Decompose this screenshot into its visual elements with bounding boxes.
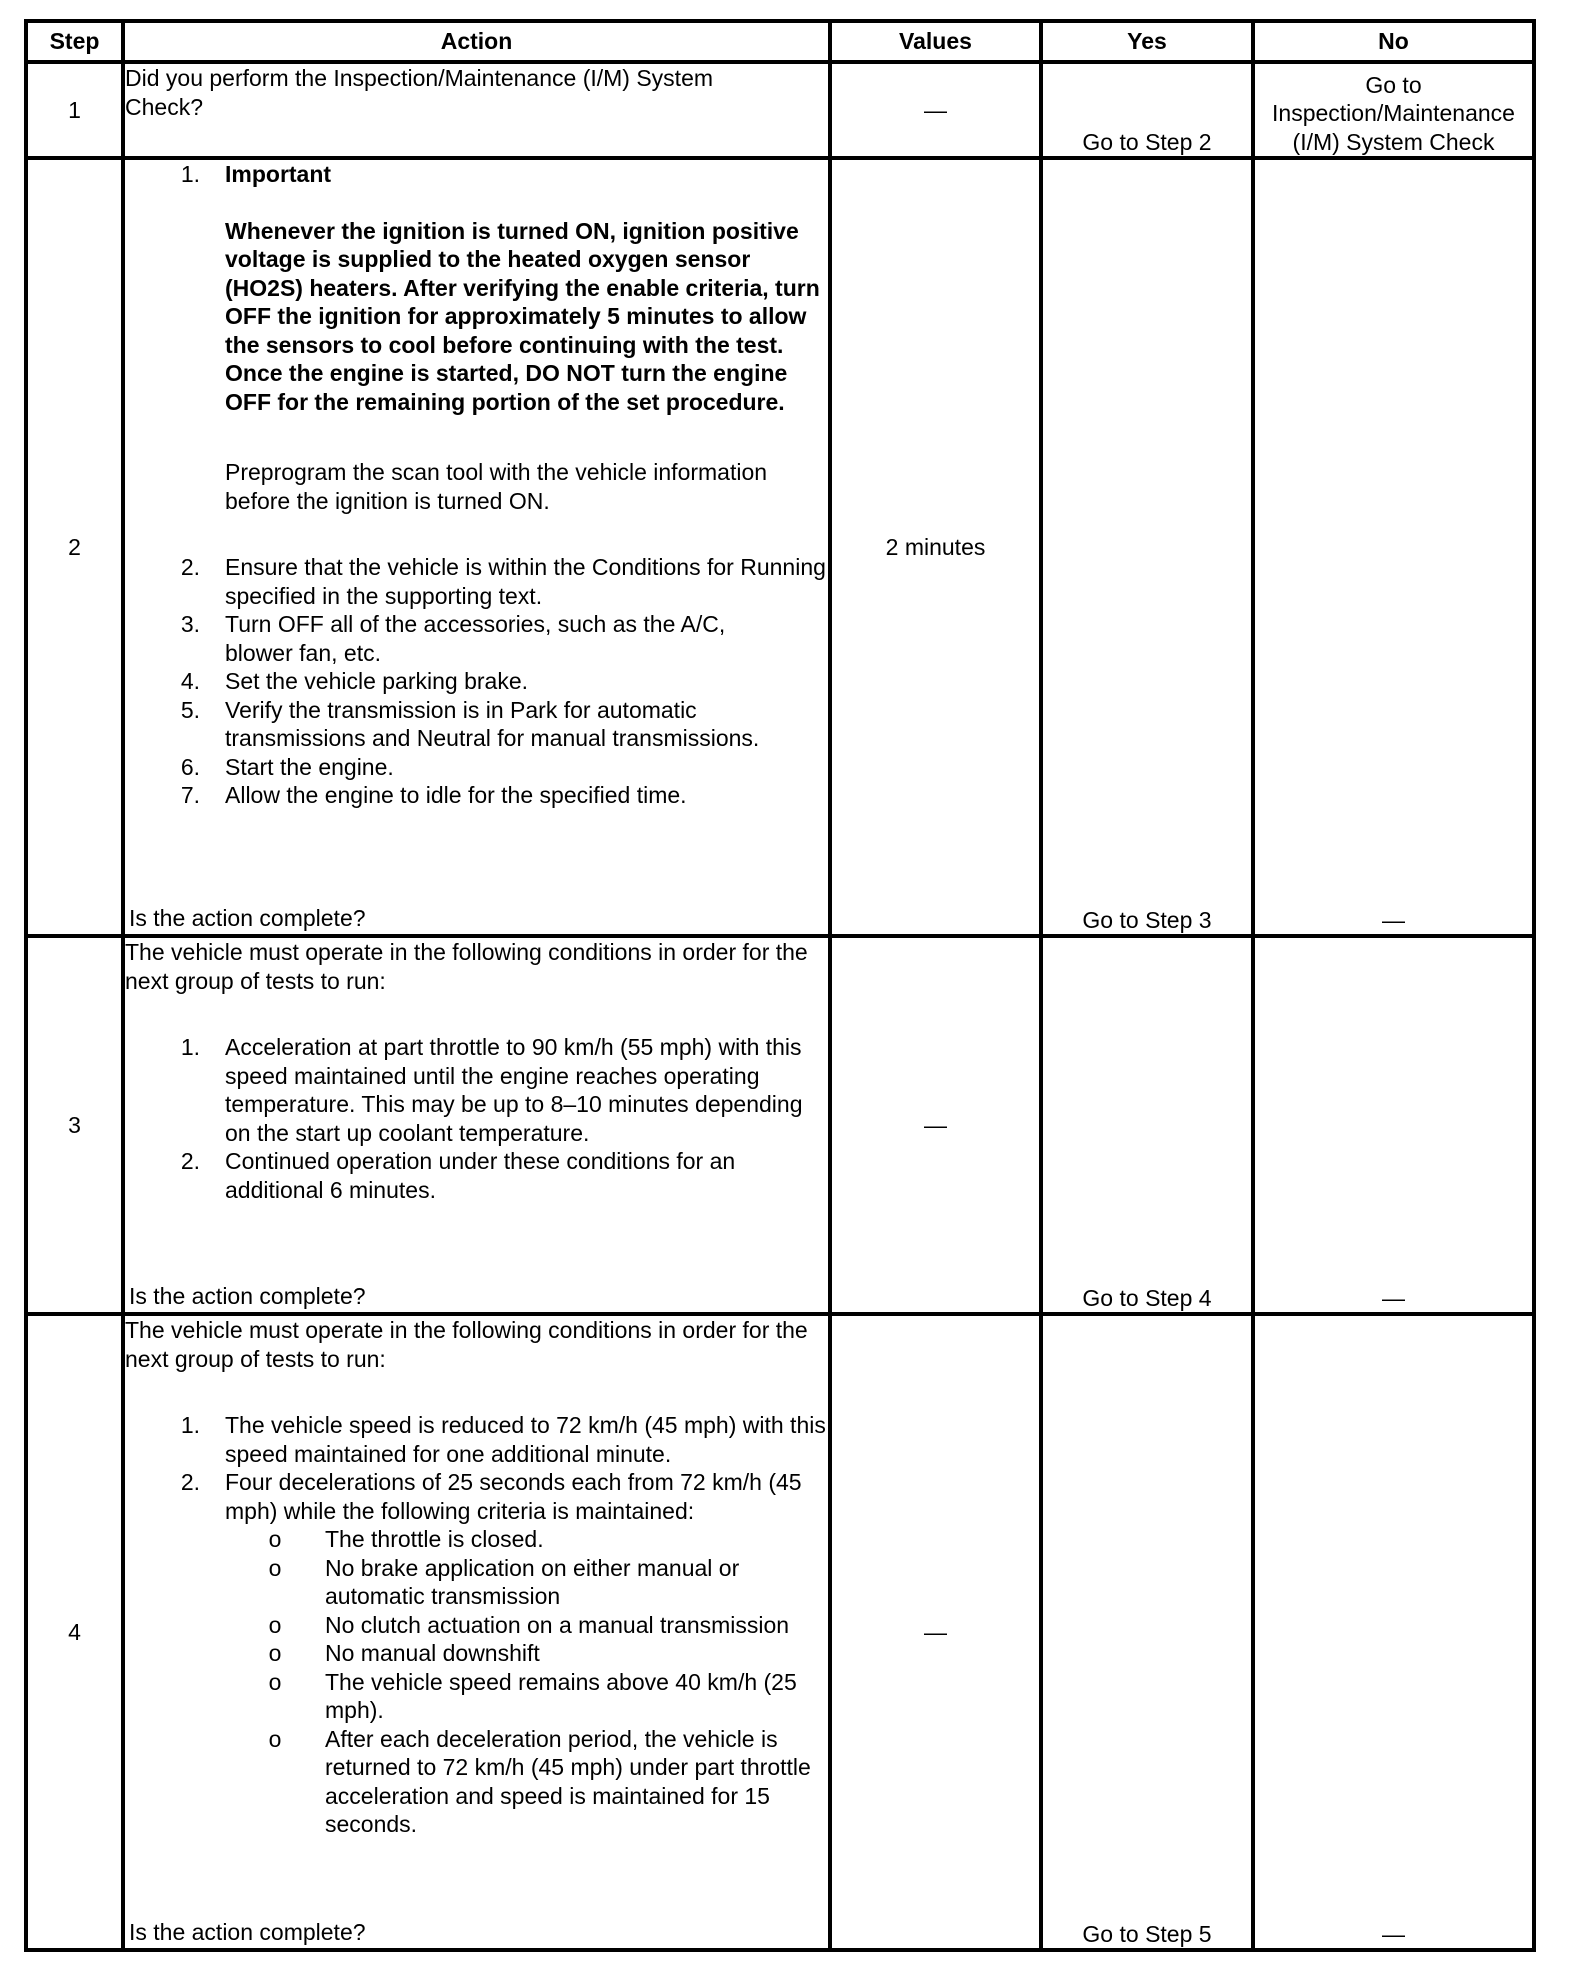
table-row bbox=[26, 158, 1534, 936]
value-cell: 2 minutes bbox=[830, 158, 1041, 936]
step-number: 3 bbox=[26, 936, 123, 1314]
procedure-list bbox=[125, 1033, 828, 1204]
header-values: Values bbox=[830, 21, 1041, 62]
list-item: 4. Set the vehicle parking brake. bbox=[180, 668, 529, 694]
action-cell bbox=[123, 936, 830, 1314]
list-item: 1. Important Whenever the ignition is turned ON, ignition positive voltage is supplied to the heated oxygen sensor (HO2S) heaters. After verifying the enable criteria, turn OFF the ignition for approximately 5 minutes to allow the sensors to cool before continuing with the test. Once the engine is started, DO NOT turn the engine OFF for the remaining portion of the set procedure. Preprogram the scan tool with the vehicle information before the ignition is turned ON. bbox=[125, 160, 828, 515]
bullet-icon: o bbox=[268, 1640, 282, 1666]
header-yes: Yes bbox=[1041, 21, 1253, 62]
important-note: Preprogram the scan tool with the vehicle information before the ignition is turned ON. bbox=[225, 459, 768, 514]
value-cell: — bbox=[830, 62, 1041, 158]
action-question: Is the action complete? bbox=[129, 904, 366, 931]
list-item: 6. Start the engine. bbox=[180, 753, 394, 780]
header-row bbox=[26, 21, 1534, 62]
action-cell bbox=[123, 1314, 830, 1950]
action-cell bbox=[123, 62, 830, 158]
table-row bbox=[26, 936, 1534, 1314]
list-item: o After each deceleration period, the vehicle is returned to 72 km/h (45 mph) under part throttle acceleration and speed is maintained for 15 seconds. bbox=[225, 1725, 828, 1839]
list-item: 2. Ensure that the vehicle is within the Conditions for Running specified in the supporting text. bbox=[180, 554, 826, 609]
action-question: Is the action complete? bbox=[129, 1282, 366, 1309]
yes-cell: Go to Step 3 bbox=[1041, 158, 1253, 936]
bullet-icon: o bbox=[268, 1725, 282, 1752]
list-item: o The throttle is closed. bbox=[225, 1525, 828, 1554]
action-question: Is the action complete? bbox=[129, 1918, 366, 1945]
table-row bbox=[26, 62, 1534, 158]
important-title: Important bbox=[225, 161, 332, 187]
list-item: 7. Allow the engine to idle for the specified time. bbox=[180, 782, 687, 808]
value-cell: — bbox=[830, 1314, 1041, 1950]
criteria-list bbox=[225, 1525, 828, 1839]
list-item: o The vehicle speed remains above 40 km/h (25 mph). bbox=[225, 1668, 828, 1725]
action-text: Did you perform the Inspection/Maintenance (I/M) System Check? bbox=[125, 65, 714, 120]
header-step: Step bbox=[26, 21, 123, 62]
procedure-list bbox=[125, 160, 828, 810]
action-intro: The vehicle must operate in the following conditions in order for the next group of tests to run: bbox=[125, 939, 808, 994]
step-number: 1 bbox=[26, 62, 123, 158]
bullet-icon: o bbox=[268, 1554, 282, 1581]
action-cell bbox=[123, 158, 830, 936]
no-cell: — bbox=[1253, 1314, 1534, 1950]
list-item: 1. The vehicle speed is reduced to 72 km/h (45 mph) with this speed maintained for one additional minute. bbox=[180, 1412, 826, 1467]
no-cell: Go to Inspection/Maintenance (I/M) System Check bbox=[1253, 62, 1534, 158]
yes-cell: Go to Step 5 bbox=[1041, 1314, 1253, 1950]
list-item: 2. Four decelerations of 25 seconds each from 72 km/h (45 mph) while the following criteria is maintained: o The throttle is closed. o No brake application on either manual or automatic transmission o No clutch actuation on a manual transmission o No manual downshift o The vehicle speed remains above 40 km/h (25 mph). o After each deceleration period, the vehicle is returned to 72 km/h (45 mph) under part throttle acceleration and speed is maintained for 15 seconds. bbox=[125, 1468, 828, 1839]
list-item: 2. Continued operation under these conditions for an additional 6 minutes. bbox=[180, 1148, 736, 1203]
step-number: 2 bbox=[26, 158, 123, 936]
value-cell: — bbox=[830, 936, 1041, 1314]
list-item: o No brake application on either manual or automatic transmission bbox=[225, 1554, 828, 1611]
important-text: Whenever the ignition is turned ON, ignition positive voltage is supplied to the heated oxygen sensor (HO2S) heaters. After verifying the enable criteria, turn OFF the ignition for approximately 5 minutes to allow the sensors to cool before continuing with the test. Once the engine is started, DO NOT turn the engine OFF for the remaining portion of the set procedure. bbox=[225, 217, 820, 415]
list-item: 1. Acceleration at part throttle to 90 km/h (55 mph) with this speed maintained until the engine reaches operating temperature. This may be up to 8–10 minutes depending on the start up coolant temperature. bbox=[180, 1034, 803, 1146]
no-cell: — bbox=[1253, 158, 1534, 936]
procedure-list bbox=[125, 1411, 828, 1839]
yes-cell: Go to Step 4 bbox=[1041, 936, 1253, 1314]
bullet-icon: o bbox=[268, 1668, 282, 1695]
no-cell: — bbox=[1253, 936, 1534, 1314]
bullet-icon: o bbox=[268, 1611, 282, 1638]
list-item: o No manual downshift bbox=[225, 1639, 828, 1668]
diagnostic-table bbox=[24, 19, 1536, 1952]
table-row bbox=[26, 1314, 1534, 1950]
bullet-icon: o bbox=[268, 1526, 282, 1552]
yes-cell: Go to Step 2 bbox=[1041, 62, 1253, 158]
header-no: No bbox=[1253, 21, 1534, 62]
action-intro: The vehicle must operate in the following conditions in order for the next group of tests to run: bbox=[125, 1317, 808, 1372]
step-number: 4 bbox=[26, 1314, 123, 1950]
header-action: Action bbox=[123, 21, 830, 62]
list-item: o No clutch actuation on a manual transmission bbox=[225, 1611, 828, 1640]
list-item: 5. Verify the transmission is in Park for automatic transmissions and Neutral for manual transmissions. bbox=[180, 696, 760, 751]
list-item: 3. Turn OFF all of the accessories, such as the A/C, blower fan, etc. bbox=[180, 611, 726, 666]
